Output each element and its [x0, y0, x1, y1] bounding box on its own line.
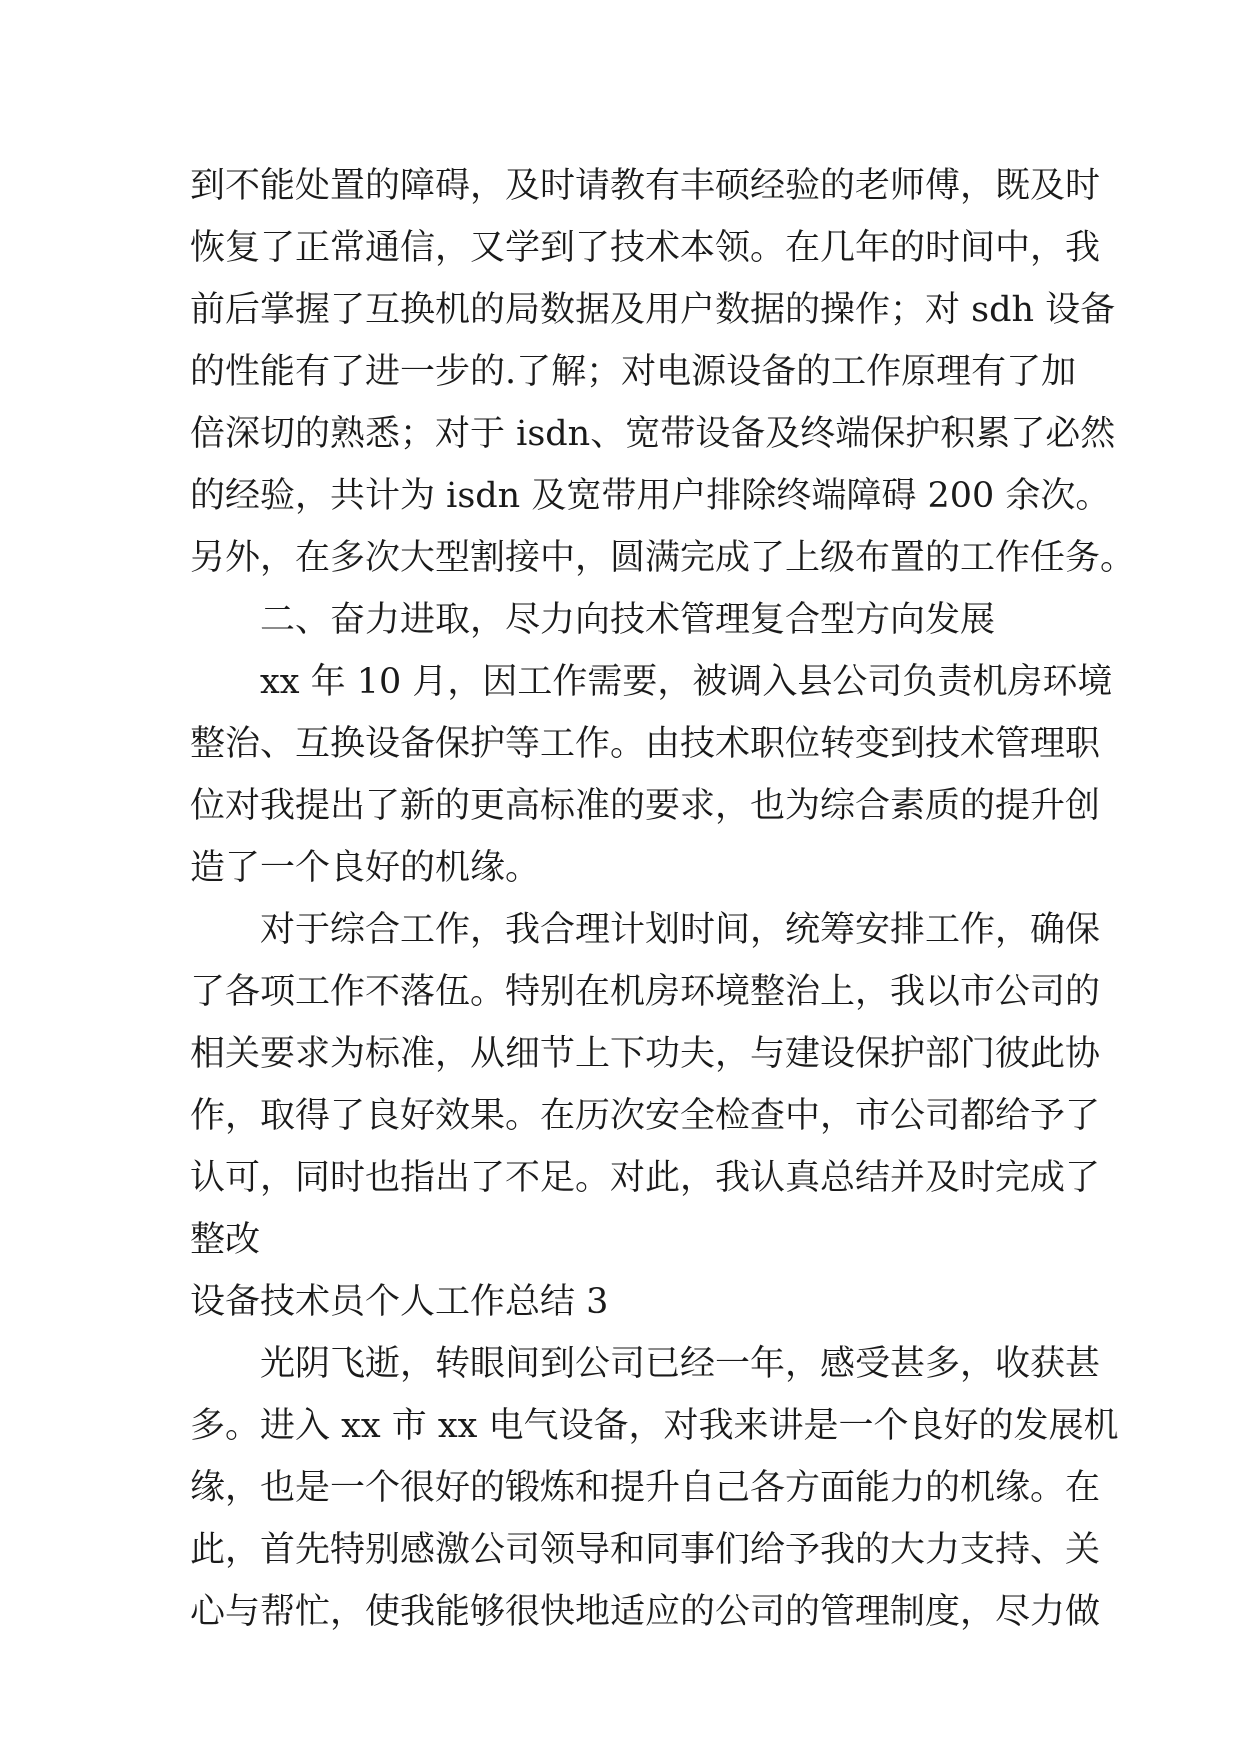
paragraph-line: 对于综合工作，我合理计划时间，统筹安排工作，确保	[260, 910, 1101, 950]
section-heading: 二、奋力进取，尽力向技术管理复合型方向发展	[260, 600, 996, 640]
paragraph-line: 的经验，共计为 isdn 及宽带用户排除终端障碍 200 余次。	[190, 476, 1111, 516]
paragraph-line: 整改	[190, 1220, 261, 1260]
paragraph-line: 位对我提出了新的更高标准的要求，也为综合素质的提升创	[190, 786, 1101, 826]
paragraph-line: 认可，同时也指出了不足。对此，我认真总结并及时完成了	[190, 1158, 1101, 1198]
paragraph-line: 整治、互换设备保护等工作。由技术职位转变到技术管理职	[190, 724, 1101, 764]
paragraph-line: 此，首先特别感激公司领导和同事们给予我的大力支持、关	[190, 1530, 1101, 1570]
paragraph-line: 另外，在多次大型割接中，圆满完成了上级布置的工作任务。	[190, 538, 1136, 578]
paragraph-line: 多。进入 xx 市 xx 电气设备，对我来讲是一个良好的发展机	[190, 1406, 1119, 1446]
paragraph-line: 前后掌握了互换机的局数据及用户数据的操作；对 sdh 设备	[190, 290, 1116, 330]
paragraph-line: 光阴飞逝，转眼间到公司已经一年，感受甚多，收获甚	[260, 1344, 1101, 1384]
paragraph-line: xx 年 10 月，因工作需要，被调入县公司负责机房环境	[260, 662, 1113, 702]
paragraph-line: 相关要求为标准，从细节上下功夫，与建设保护部门彼此协	[190, 1034, 1101, 1074]
document-body	[190, 155, 1136, 1643]
paragraph-line: 造了一个良好的机缘。	[190, 848, 541, 888]
paragraph-line: 的性能有了进一步的.了解；对电源设备的工作原理有了加	[190, 352, 1077, 392]
paragraph-line: 恢复了正常通信，又学到了技术本领。在几年的时间中，我	[190, 228, 1101, 268]
paragraph-line: 心与帮忙，使我能够很快地适应的公司的管理制度，尽力做	[190, 1592, 1101, 1632]
document-title: 设备技术员个人工作总结 3	[190, 1282, 609, 1322]
paragraph-line: 倍深切的熟悉；对于 isdn、宽带设备及终端保护积累了必然	[190, 414, 1116, 454]
paragraph-line: 到不能处置的障碍，及时请教有丰硕经验的老师傅，既及时	[190, 166, 1101, 206]
paragraph-line: 了各项工作不落伍。特别在机房环境整治上，我以市公司的	[190, 972, 1101, 1012]
paragraph-line: 缘，也是一个很好的锻炼和提升自己各方面能力的机缘。在	[190, 1468, 1101, 1508]
paragraph-line: 作，取得了良好效果。在历次安全检查中，市公司都给予了	[190, 1096, 1101, 1136]
